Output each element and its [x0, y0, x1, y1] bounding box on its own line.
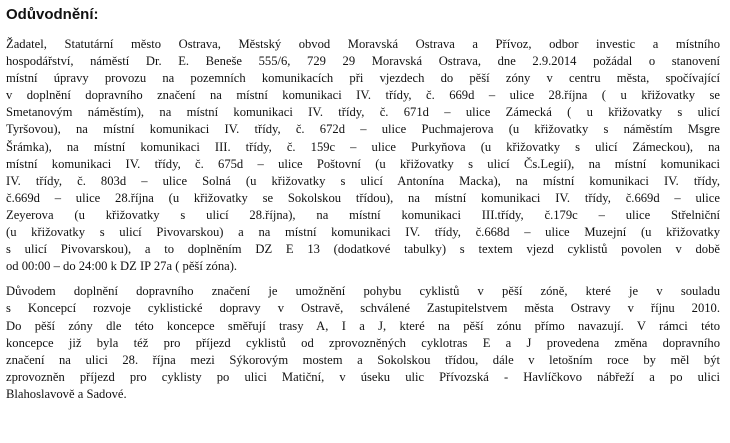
- text-line: Žadatel, Statutární město Ostrava, Městský obvod Moravská Ostrava a Přívoz, odbor investic a místního: [6, 37, 720, 51]
- paragraph-reason: [6, 283, 720, 403]
- text-line: hospodářství, náměstí Dr. E. Beneše 555/6, 729 29 Moravská Ostrava, dne 2.9.2014 požádal o stanovení: [6, 54, 720, 69]
- text-line: zprovozněn příjezd pro cyklisty po ulici Matiční, v úseku ulic Přívozská - Havlíčkovo nábřeží a po ulici: [6, 369, 720, 384]
- text-line: Smetanovým náměstím), na místní komunikaci IV. třídy, č. 671d – ulice Zámecká ( u křižovatky s ulicí: [6, 105, 720, 120]
- text-line: od 00:00 – do 24:00 k DZ IP 27a ( pěší zóna).: [6, 259, 238, 274]
- text-line: koncepce již byla též pro příjezd cyklistů od zprovozněných cyklotras E a J provedena změna dopravního: [6, 335, 720, 350]
- text-line: (u křižovatky s ulicí Pivovarskou) a na místní komunikaci IV. třídy, č.668d – ulice Muzejní (u křižovatky: [6, 225, 720, 240]
- text-line: Tyršovou), na místní komunikaci IV. třídy, č. 672d – ulice Puchmajerova (u křižovatky s náměstím Msgre: [6, 122, 720, 137]
- text-line: místní úpravy provozu na pozemních komunikacích při vjezdech do pěší zóny v centru města, spočívající: [6, 71, 720, 86]
- text-line: IV. třídy, č. 803d – ulice Solná (u křižovatky s ulicí Antonína Macka), na místní komunikaci IV. třídy,: [6, 173, 720, 188]
- text-line: č.669d – ulice 28.října (u křižovatky se Sokolskou třídou), na místní komunikaci IV. třídy, č.669d – ulice: [6, 190, 720, 205]
- text-line: Šrámka), na místní komunikaci III. třídy, č. 159c – ulice Purkyňova (u křižovatky s ulicí Zámeckou), na: [6, 139, 720, 154]
- text-line: s ulicí Pivovarskou), a to doplněním DZ E 13 (dodatkové tabulky) s textem vjezd cyklistů povolen v době: [6, 242, 720, 257]
- text-line: značení na ulici 28. října mezi Sýkorovým mostem a Sokolskou třídou, dále v letošním roce by měl být: [6, 352, 720, 367]
- paragraph-request: [6, 36, 720, 275]
- text-line: Blahoslavově a Sadové.: [6, 386, 127, 401]
- text-line: Do pěší zóny dle této koncepce směřují trasy A, I a J, které na pěší zónu přímo navazují. V rámci této: [6, 318, 720, 333]
- text-line: Zeyerova (u křižovatky s ulicí 28.října), na místní komunikaci III.třídy, č.179c – ulice Střelniční: [6, 207, 720, 222]
- text-line: místní komunikaci IV. třídy, č. 675d – ulice Poštovní (u křižovatky s ulicí Čs.Legií), na místní komunikaci: [6, 156, 720, 171]
- text-line: s Koncepcí rozvoje cyklistické dopravy v Ostravě, schválené Zastupitelstvem města Ostravy v říjnu 2010.: [6, 301, 720, 316]
- text-line: v doplnění dopravního značení na místní komunikaci IV. třídy, č. 669d – ulice 28.října ( u křižovatky se: [6, 88, 720, 103]
- text-line: Důvodem doplnění dopravního značení je umožnění pohybu cyklistů v pěší zóně, které je v souladu: [6, 284, 720, 299]
- section-heading: Odůvodnění:: [6, 6, 99, 23]
